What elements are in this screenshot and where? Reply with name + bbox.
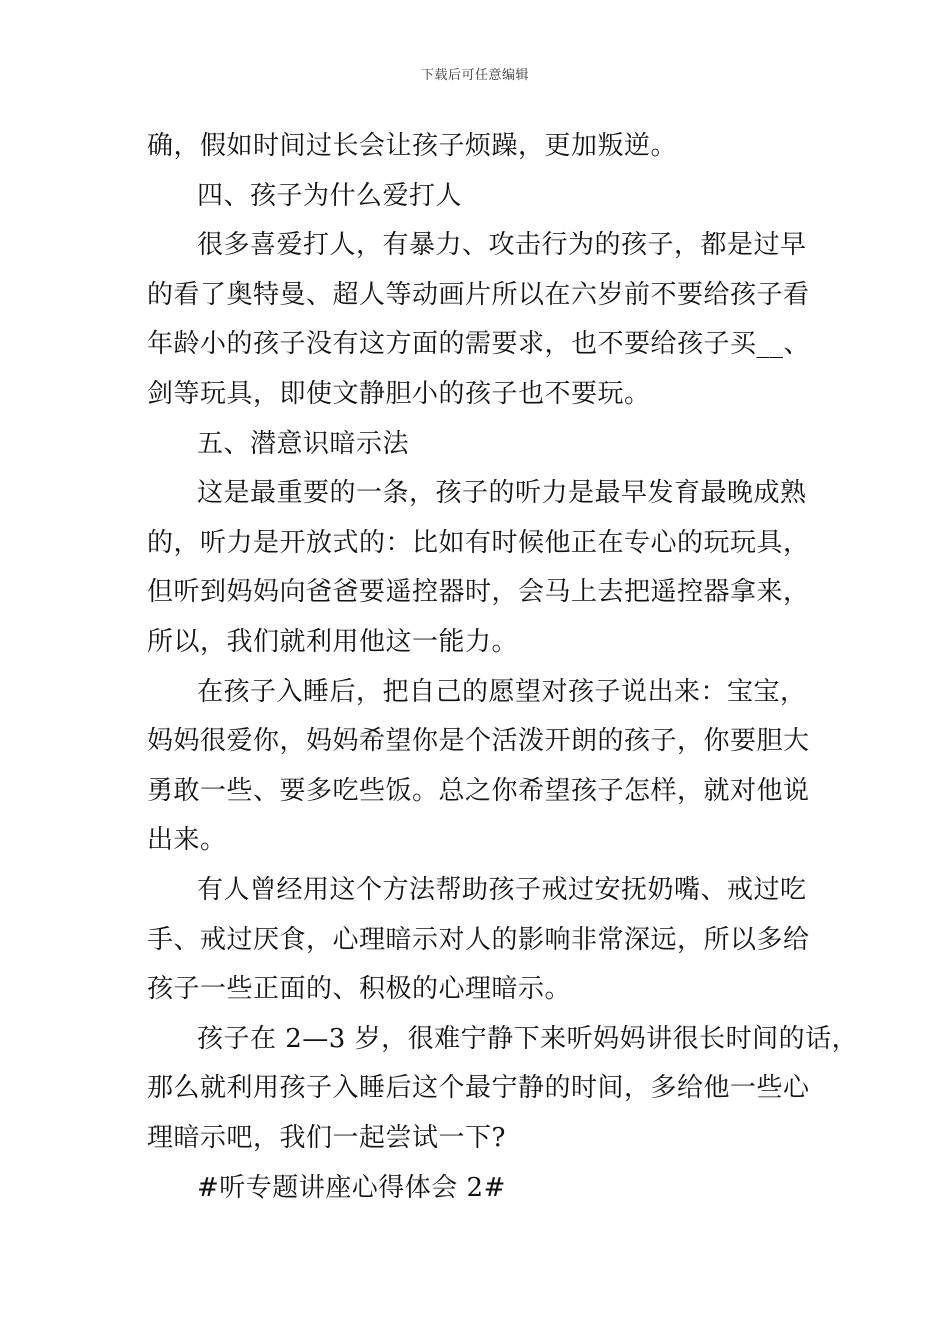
- page-header: 下载后可任意编辑: [420, 68, 529, 83]
- text-line: 确，假如时间过长会让孩子烦躁，更加叛逆。: [147, 131, 678, 161]
- text-line: 所以，我们就利用他这一能力。: [147, 627, 519, 657]
- text-line: 手、戒过厌食，心理暗示对人的影响非常深远，所以多给: [147, 924, 810, 955]
- section-heading: #听专题讲座心得体会 2#: [197, 1172, 506, 1203]
- text-line: 但听到妈妈向爸爸要遥控器时，会马上去把遥控器拿来，: [147, 577, 810, 608]
- text-line: 勇敢一些、要多吃些饭。总之你希望孩子怎样，就对他说: [147, 775, 810, 806]
- text-line: 妈妈很爱你，妈妈希望你是个活泼开朗的孩子，你要胆大: [147, 726, 810, 757]
- text-line: 出来。: [147, 825, 227, 856]
- text-line: 年龄小的孩子没有这方面的需要求，也不要给孩子买__、: [147, 329, 811, 360]
- text-line: 在孩子入睡后，把自己的愿望对孩子说出来：宝宝，: [197, 676, 807, 707]
- text-line: 的看了奥特曼、超人等动画片所以在六岁前不要给孩子看: [147, 279, 810, 310]
- text-line: 的，听力是开放式的：比如有时候他正在专心的玩玩具，: [147, 527, 810, 558]
- text-line: 这是最重要的一条，孩子的听力是最早发育最晚成熟: [197, 478, 807, 509]
- text-line: 理暗示吧，我们一起尝试一下?: [147, 1123, 506, 1153]
- text-line: 很多喜爱打人，有暴力、攻击行为的孩子，都是过早: [197, 230, 807, 261]
- text-line: 剑等玩具，即使文静胆小的孩子也不要玩。: [147, 379, 651, 409]
- text-line: 那么就利用孩子入睡后这个最宁静的时间，多给他一些心: [147, 1073, 810, 1104]
- section-heading: 五、潜意识暗示法: [197, 428, 410, 459]
- section-heading: 四、孩子为什么爱打人: [197, 180, 463, 211]
- text-line: 孩子一些正面的、积极的心理暗示。: [147, 974, 572, 1005]
- text-line: 有人曾经用这个方法帮助孩子戒过安抚奶嘴、戒过吃: [197, 875, 807, 905]
- text-line: 孩子在 2—3 岁，很难宁静下来听妈妈讲很长时间的话，: [197, 1023, 859, 1054]
